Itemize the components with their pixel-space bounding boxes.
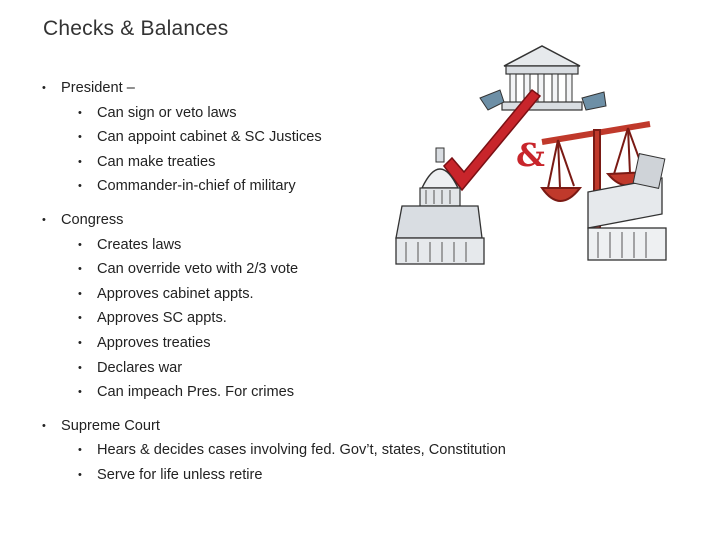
bullet-marker: • xyxy=(42,419,46,432)
sub-bullet-text: Can sign or veto laws xyxy=(97,104,237,121)
sub-bullet-item xyxy=(42,463,602,488)
sub-bullet-text: Serve for life unless retire xyxy=(97,466,263,483)
slide-title: Checks & Balances xyxy=(43,17,229,40)
bullet-marker: • xyxy=(78,106,82,119)
bullet-marker: • xyxy=(78,336,82,349)
sub-bullet-item xyxy=(42,306,602,331)
sub-bullet-text: Hears & decides cases involving fed. Gov’t, states, Constitution xyxy=(97,442,506,459)
bullet-marker: • xyxy=(78,468,82,481)
left-hand-icon xyxy=(480,90,504,110)
sub-bullet-text: Can override veto with 2/3 vote xyxy=(97,261,299,278)
sub-bullet-item xyxy=(42,331,602,356)
sub-bullet-text: Approves cabinet appts. xyxy=(97,285,254,302)
sub-bullet-item xyxy=(42,380,602,405)
section-heading: President – xyxy=(61,80,135,96)
sub-bullet-text: Approves treaties xyxy=(97,334,211,351)
sub-bullet-item xyxy=(42,438,602,463)
section-supreme-court xyxy=(42,414,602,488)
bullet-marker: • xyxy=(78,312,82,325)
right-hand-icon xyxy=(582,92,606,110)
bullet-marker: • xyxy=(42,82,46,94)
sub-bullet-text: Can appoint cabinet & SC Justices xyxy=(97,129,322,146)
bullet-marker: • xyxy=(78,131,82,144)
sub-bullet-text: Can make treaties xyxy=(97,153,216,170)
section-heading: Supreme Court xyxy=(61,417,160,434)
sub-bullet-text: Can impeach Pres. For crimes xyxy=(97,384,295,401)
bullet-marker: • xyxy=(42,213,46,226)
bullet-marker: • xyxy=(78,386,82,399)
bullet-marker: • xyxy=(78,155,82,168)
checks-balances-illustration xyxy=(392,38,682,288)
bullet-item xyxy=(42,414,602,439)
bullet-marker: • xyxy=(78,238,82,251)
bullet-marker: • xyxy=(78,444,82,457)
bullet-marker: • xyxy=(78,263,82,276)
bullet-marker: • xyxy=(78,287,82,300)
sub-bullet-text: Creates laws xyxy=(97,236,182,253)
sub-bullet-text: Declares war xyxy=(97,359,183,376)
sub-bullet-text: Approves SC appts. xyxy=(97,310,227,327)
bullet-marker: • xyxy=(78,361,82,374)
sub-bullet-item xyxy=(42,356,602,381)
bullet-marker: • xyxy=(78,180,82,193)
supreme-court-building-icon xyxy=(502,46,582,110)
sub-bullet-text: Commander-in-chief of military xyxy=(97,178,296,195)
ampersand-glyph: & xyxy=(516,136,545,174)
section-heading: Congress xyxy=(61,211,124,228)
